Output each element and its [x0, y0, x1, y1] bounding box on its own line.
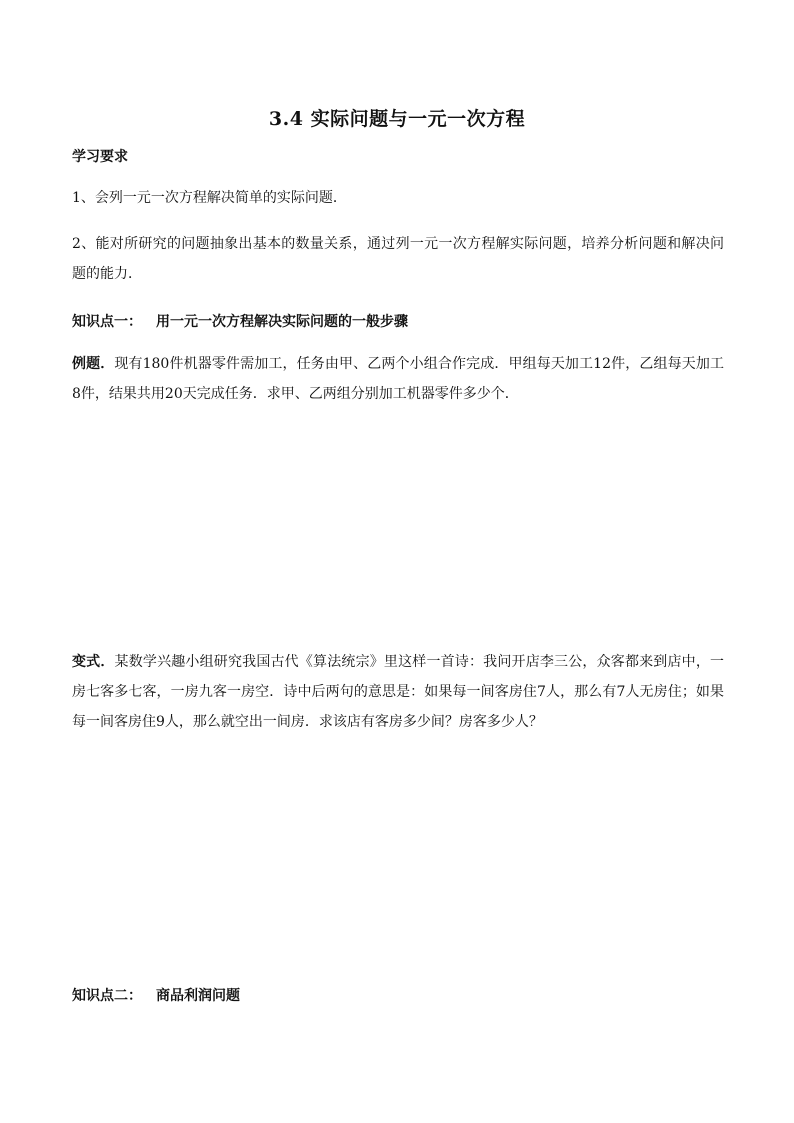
requirement-item-1: 1、会列一元一次方程解决简单的实际问题． — [72, 190, 347, 206]
example-text: 现有180件机器零件需加工，任务由甲、乙两个小组合作完成．甲组每天加工12件，乙组每天加工8件，结果共用20天完成任务．求甲、乙两组分别加工机器零件多少个． — [72, 356, 724, 402]
knowledge-point-1-heading — [72, 311, 408, 331]
knowledge-point-1-label: 知识点一： — [72, 314, 142, 330]
knowledge-point-2-title: 商品利润问题 — [156, 988, 240, 1004]
example-label: 例题． — [72, 356, 115, 372]
variant-problem — [72, 647, 724, 737]
requirements-heading: 学习要求 — [72, 149, 128, 165]
requirement-item-2: 2、能对所研究的问题抽象出基本的数量关系，通过列一元一次方程解实际问题，培养分析问题和解决问题的能力． — [72, 236, 724, 282]
variant-label: 变式． — [72, 654, 115, 670]
knowledge-point-2-label: 知识点二： — [72, 988, 142, 1004]
example-problem — [72, 349, 724, 409]
variant-text: 某数学兴趣小组研究我国古代《算法统宗》里这样一首诗：我问开店李三公，众客都来到店中，一房七客多七客，一房九客一房空．诗中后两句的意思是：如果每一间客房住7人，那么有7人无房住；如果每一间客房住9人，那么就空出一间房．求该店有客房多少间？房客多少人？ — [72, 654, 725, 730]
knowledge-point-1-title: 用一元一次方程解决实际问题的一般步骤 — [156, 314, 408, 330]
knowledge-point-2-heading — [72, 985, 240, 1005]
page-title: 3.4 实际问题与一元一次方程 — [268, 108, 526, 130]
